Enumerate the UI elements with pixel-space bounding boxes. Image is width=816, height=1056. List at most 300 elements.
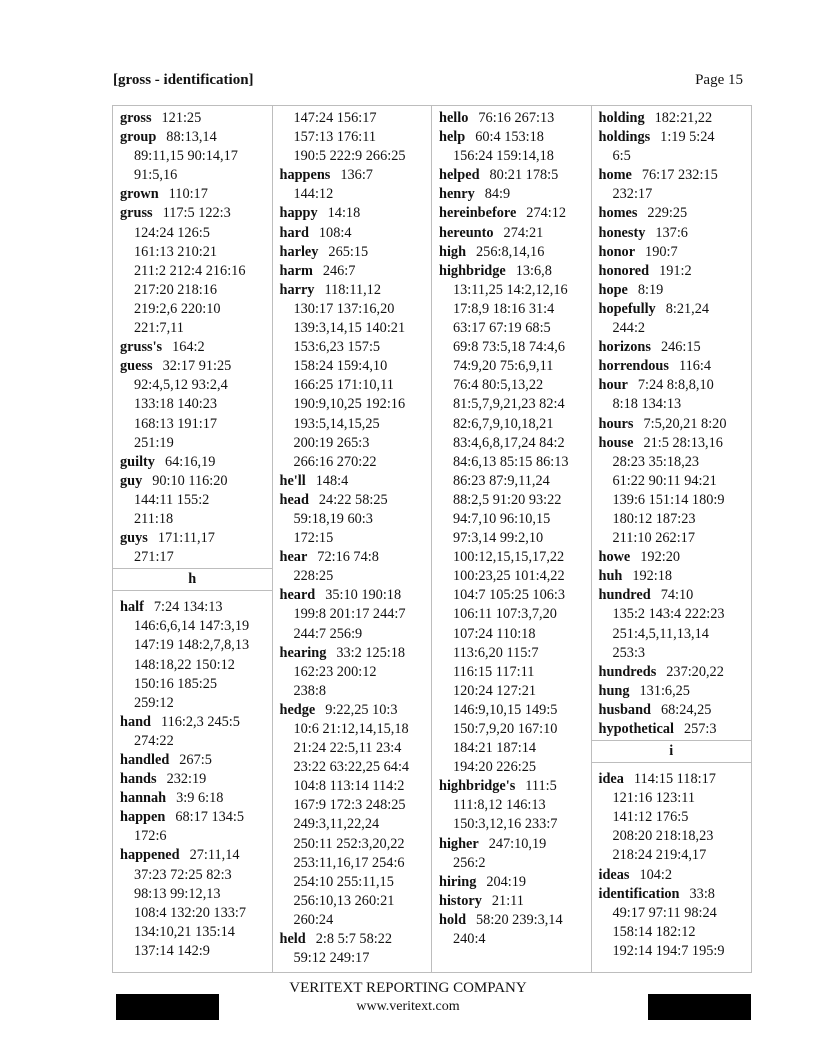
index-entry-continuation (592, 625, 752, 644)
index-entry-continuation (113, 866, 272, 885)
index-refs: 3:9 6:18 (176, 790, 224, 807)
index-entry-continuation (592, 319, 752, 338)
index-entry-continuation (273, 892, 432, 911)
index-refs: 49:17 97:11 98:24 (612, 904, 717, 921)
index-entry (273, 930, 432, 949)
index-entry (592, 357, 752, 376)
index-refs: 76:17 232:15 (641, 167, 718, 184)
index-entry-continuation (432, 739, 591, 758)
index-entry (592, 204, 752, 223)
index-refs: 153:6,23 157:5 (293, 339, 381, 356)
index-refs: 256:10,13 260:21 (293, 892, 395, 909)
index-term: high (439, 243, 467, 260)
index-column (592, 106, 752, 972)
index-refs: 82:6,7,9,10,18,21 (453, 415, 554, 432)
index-refs: 260:24 (293, 911, 334, 928)
index-term: guy (120, 472, 143, 489)
index-refs: 184:21 187:14 (453, 740, 537, 757)
index-term: happen (120, 809, 166, 826)
index-term: hearing (279, 644, 327, 661)
index-entry (592, 548, 752, 567)
index-entry-continuation (113, 510, 272, 529)
index-refs: 10:6 21:12,14,15,18 (293, 721, 409, 737)
index-entry-continuation (273, 529, 432, 548)
index-refs: 147:24 156:17 (293, 110, 377, 126)
index-refs: 14:18 (327, 205, 361, 222)
index-entry (273, 204, 432, 223)
index-refs: 108:4 (318, 224, 352, 241)
index-refs: 117:5 122:3 (162, 205, 231, 222)
footer-company: VERITEXT REPORTING COMPANY (289, 980, 527, 996)
index-refs: 139:6 151:14 180:9 (612, 491, 725, 508)
index-term: hours (598, 415, 634, 432)
index-refs: 116:15 117:11 (453, 663, 535, 680)
index-refs: 24:22 58:25 (318, 491, 388, 508)
index-refs: 146:6,6,14 147:3,19 (134, 618, 250, 635)
index-entry-continuation (273, 185, 432, 204)
section-letter: i (592, 740, 752, 763)
index-term: history (439, 892, 482, 909)
index-refs: 194:20 226:25 (453, 759, 537, 776)
index-term: happened (120, 847, 180, 864)
index-entry (432, 835, 591, 854)
index-entry (592, 866, 752, 885)
index-entry (113, 357, 272, 376)
index-refs: 68:17 134:5 (175, 809, 245, 826)
index-entry (592, 262, 752, 281)
index-entry (592, 682, 752, 701)
index-refs: 193:5,14,15,25 (293, 415, 380, 432)
index-term: howe (598, 549, 631, 566)
index-entry-continuation (432, 644, 591, 663)
index-entry-continuation (113, 281, 272, 300)
index-entry (432, 109, 591, 128)
index-entry-continuation (113, 415, 272, 434)
index-term: head (279, 491, 309, 508)
index-refs: 232:17 (612, 186, 653, 203)
index-term: hereinbefore (439, 205, 517, 222)
index-term: hedge (279, 701, 316, 718)
index-term: harry (279, 281, 315, 298)
index-term: guess (120, 358, 153, 375)
index-term: hold (439, 911, 467, 928)
index-entry-continuation (113, 376, 272, 395)
index-refs: 229:25 (647, 205, 688, 222)
index-term: gruss (120, 205, 153, 222)
index-refs: 69:8 73:5,18 74:4,6 (453, 339, 565, 356)
index-refs: 265:15 (328, 243, 369, 260)
index-entry (273, 586, 432, 605)
index-entry-continuation (273, 949, 432, 968)
index-entry-continuation (273, 147, 432, 166)
index-entry-continuation (432, 796, 591, 815)
index-refs: 208:20 218:18,23 (612, 828, 714, 845)
index-entry (113, 529, 272, 548)
index-refs: 8:18 134:13 (612, 396, 682, 413)
index-entry-continuation (592, 529, 752, 548)
index-entry (113, 338, 272, 357)
index-refs: 162:23 200:12 (293, 663, 377, 680)
index-entry-continuation (273, 873, 432, 892)
index-entry-continuation (592, 453, 752, 472)
index-refs: 33:8 (689, 885, 715, 902)
index-entry-continuation (273, 376, 432, 395)
index-refs: 104:8 113:14 114:2 (293, 778, 405, 795)
index-refs: 80:21 178:5 (489, 167, 559, 184)
index-grid (112, 105, 752, 973)
index-entry-continuation (113, 262, 272, 281)
index-refs: 7:24 134:13 (153, 599, 223, 616)
index-refs: 238:8 (293, 682, 327, 699)
index-refs: 74:10 (660, 587, 694, 604)
index-refs: 100:23,25 101:4,22 (453, 568, 565, 585)
index-entry-continuation (273, 319, 432, 338)
index-refs: 13:6,8 (515, 262, 552, 279)
index-term: hand (120, 713, 152, 730)
index-entry-continuation (273, 815, 432, 834)
index-refs: 111:8,12 146:13 (453, 797, 546, 814)
index-entry-continuation (273, 415, 432, 434)
index-refs: 274:21 (503, 224, 544, 241)
index-refs: 137:14 142:9 (134, 942, 210, 959)
index-term: hannah (120, 790, 167, 807)
index-refs: 88:2,5 91:20 93:22 (453, 491, 562, 508)
index-entry-continuation (592, 491, 752, 510)
index-refs: 219:2,6 220:10 (134, 300, 221, 317)
index-entry-continuation (432, 453, 591, 472)
index-refs: 68:24,25 (660, 701, 712, 718)
index-entry-continuation (592, 185, 752, 204)
index-term: hundred (598, 587, 651, 604)
index-refs: 134:10,21 135:14 (134, 923, 235, 940)
index-entry (592, 376, 752, 395)
index-entry (592, 166, 752, 185)
index-refs: 88:13,14 (166, 129, 217, 146)
index-entry (113, 751, 272, 770)
index-refs: 9:22,25 10:3 (325, 701, 398, 718)
index-entry (432, 224, 591, 243)
index-entry-continuation (432, 472, 591, 491)
index-entry (273, 548, 432, 567)
index-term: gross (120, 110, 152, 126)
index-refs: 121:16 123:11 (612, 790, 695, 807)
index-entry-continuation (113, 491, 272, 510)
index-entry-continuation (592, 605, 752, 624)
index-refs: 141:12 176:5 (612, 809, 689, 826)
index-entry-continuation (592, 904, 752, 923)
index-refs: 158:14 182:12 (612, 923, 696, 940)
index-entry-continuation (273, 854, 432, 873)
index-entry (432, 873, 591, 892)
index-refs: 218:24 219:4,17 (612, 847, 707, 864)
index-refs: 90:10 116:20 (152, 472, 228, 489)
index-entry (592, 300, 752, 319)
index-term: happy (279, 205, 318, 222)
index-entry-continuation (432, 567, 591, 586)
index-entry (113, 128, 272, 147)
index-refs: 246:7 (322, 262, 356, 279)
index-refs: 100:12,15,15,17,22 (453, 549, 565, 566)
index-entry-continuation (592, 789, 752, 808)
footer-website: www.veritext.com (356, 999, 460, 1014)
index-refs: 33:2 125:18 (336, 644, 406, 661)
index-term: honesty (598, 224, 646, 241)
index-refs: 148:4 (315, 472, 349, 489)
index-entry (273, 243, 432, 262)
index-entry (113, 808, 272, 827)
index-entry (592, 701, 752, 720)
index-refs: 251:19 (134, 434, 174, 451)
index-entry (273, 281, 432, 300)
index-entry-continuation (113, 300, 272, 319)
index-entry-continuation (592, 510, 752, 529)
index-refs: 92:4,5,12 93:2,4 (134, 377, 228, 394)
index-entry-continuation (113, 434, 272, 453)
index-entry (113, 453, 272, 472)
index-refs: 254:10 255:11,15 (293, 873, 394, 890)
index-entry-continuation (113, 923, 272, 942)
index-refs: 232:19 (166, 771, 207, 788)
index-refs: 63:17 67:19 68:5 (453, 320, 551, 337)
index-entry (273, 262, 432, 281)
index-refs: 21:24 22:5,11 23:4 (293, 740, 402, 757)
index-term: husband (598, 701, 651, 718)
index-refs: 192:20 (640, 549, 680, 566)
index-refs: 61:22 90:11 94:21 (612, 472, 717, 489)
index-term: he'll (279, 472, 306, 489)
index-entry (113, 598, 272, 617)
index-entry (273, 166, 432, 185)
index-entry-continuation (113, 827, 272, 846)
index-refs: 114:15 118:17 (633, 771, 716, 788)
index-term: honor (598, 243, 636, 260)
index-entry (113, 770, 272, 789)
index-term: henry (439, 186, 475, 203)
index-entry-continuation (113, 732, 272, 751)
index-entry (592, 663, 752, 682)
index-entry-continuation (432, 357, 591, 376)
index-entry-continuation (432, 758, 591, 777)
index-refs: 110:17 (168, 186, 208, 203)
index-entry-continuation (432, 281, 591, 300)
index-refs: 156:24 159:14,18 (453, 148, 554, 165)
index-term: handled (120, 752, 170, 768)
index-entry (113, 789, 272, 808)
index-refs: 8:21,24 (665, 300, 709, 317)
index-refs: 64:16,19 (164, 453, 216, 470)
page-header-range: [gross - identification] (113, 72, 254, 88)
index-refs: 182:21,22 (654, 110, 713, 126)
index-refs: 86:23 87:9,11,24 (453, 472, 550, 489)
index-refs: 136:7 (340, 167, 373, 184)
index-term: honored (598, 262, 650, 279)
index-entry-continuation (273, 434, 432, 453)
index-entry-continuation (113, 243, 272, 262)
index-term: group (120, 129, 157, 146)
index-term: huh (598, 568, 623, 585)
index-term: hope (598, 281, 628, 298)
index-refs: 7:24 8:8,8,10 (637, 377, 714, 394)
index-refs: 199:8 201:17 244:7 (293, 606, 406, 623)
index-term: horizons (598, 339, 651, 356)
index-entry (432, 185, 591, 204)
index-entry-continuation (113, 617, 272, 636)
index-entry (273, 472, 432, 491)
index-entry-continuation (432, 586, 591, 605)
index-column (113, 106, 273, 972)
index-term: hard (279, 224, 309, 241)
index-entry-continuation (113, 694, 272, 713)
index-refs: 116:2,3 245:5 (161, 713, 240, 730)
index-refs: 246:15 (660, 339, 701, 356)
index-refs: 190:7 (645, 243, 678, 260)
index-refs: 2:8 5:7 58:22 (315, 931, 392, 948)
index-entry-continuation (273, 395, 432, 414)
index-refs: 253:11,16,17 254:6 (293, 854, 405, 871)
index-entry-continuation (432, 701, 591, 720)
index-entry (592, 567, 752, 586)
index-refs: 172:6 (134, 828, 167, 845)
index-entry-continuation (273, 338, 432, 357)
index-refs: 94:7,10 96:10,15 (453, 510, 551, 527)
index-entry (592, 415, 752, 434)
index-refs: 37:23 72:25 82:3 (134, 866, 232, 883)
index-entry-continuation (113, 636, 272, 655)
index-refs: 111:5 (525, 778, 557, 795)
index-term: highbridge's (439, 778, 516, 795)
index-refs: 144:12 (293, 186, 334, 203)
index-refs: 147:19 148:2,7,8,13 (134, 637, 250, 654)
index-refs: 256:2 (453, 854, 486, 871)
index-entry-continuation (273, 835, 432, 854)
index-entry (432, 892, 591, 911)
index-refs: 274:22 (134, 732, 174, 749)
index-refs: 17:8,9 18:16 31:4 (453, 300, 555, 317)
index-refs: 150:16 185:25 (134, 675, 218, 692)
index-refs: 266:16 270:22 (293, 453, 377, 470)
index-refs: 244:7 256:9 (293, 625, 363, 642)
index-refs: 157:13 176:11 (293, 129, 376, 146)
index-entry (273, 644, 432, 663)
index-refs: 118:11,12 (324, 281, 381, 298)
index-term: hereunto (439, 224, 494, 241)
index-refs: 150:7,9,20 167:10 (453, 721, 558, 737)
index-entry-continuation (113, 166, 272, 185)
index-refs: 251:4,5,11,13,14 (612, 625, 709, 642)
index-refs: 135:2 143:4 222:23 (612, 606, 725, 623)
index-refs: 146:9,10,15 149:5 (453, 701, 558, 718)
index-entry-continuation (432, 434, 591, 453)
index-entry-continuation (432, 930, 591, 949)
index-refs: 168:13 191:17 (134, 415, 218, 432)
index-refs: 124:24 126:5 (134, 224, 210, 241)
index-refs: 190:9,10,25 192:16 (293, 396, 406, 413)
index-refs: 98:13 99:12,13 (134, 885, 221, 902)
index-refs: 32:17 91:25 (162, 358, 232, 375)
page-number: Page 15 (695, 72, 743, 88)
index-refs: 192:14 194:7 195:9 (612, 942, 725, 959)
index-entry-continuation (113, 675, 272, 694)
index-refs: 192:18 (632, 568, 673, 585)
index-entry-continuation (273, 682, 432, 701)
index-entry (592, 128, 752, 147)
index-term: hello (439, 110, 469, 126)
index-term: hypothetical (598, 721, 674, 737)
index-entry (432, 262, 591, 281)
index-refs: 59:18,19 60:3 (293, 510, 373, 527)
index-entry-continuation (273, 739, 432, 758)
redaction-bar-left (116, 994, 219, 1020)
index-entry (113, 109, 272, 128)
index-refs: 104:7 105:25 106:3 (453, 587, 565, 604)
index-entry-continuation (432, 529, 591, 548)
index-refs: 8:19 (637, 281, 664, 298)
index-entry-continuation (273, 453, 432, 472)
index-entry-continuation (432, 854, 591, 873)
index-refs: 211:10 262:17 (612, 530, 695, 547)
index-entry (592, 243, 752, 262)
index-entry-continuation (592, 942, 752, 961)
index-refs: 148:18,22 150:12 (134, 656, 235, 673)
index-term: home (598, 167, 632, 184)
index-entry-continuation (113, 147, 272, 166)
index-entry-continuation (432, 605, 591, 624)
index-entry (432, 166, 591, 185)
index-refs: 91:5,16 (134, 167, 178, 184)
index-entry-continuation (592, 472, 752, 491)
index-term: gruss's (120, 339, 163, 356)
index-refs: 190:5 222:9 266:25 (293, 148, 406, 165)
index-entry (113, 472, 272, 491)
index-refs: 257:3 (683, 721, 717, 737)
index-entry-continuation (592, 808, 752, 827)
index-refs: 164:2 (172, 339, 205, 356)
index-refs: 35:10 190:18 (325, 587, 402, 604)
index-term: identification (598, 885, 680, 902)
index-refs: 150:3,12,16 233:7 (453, 816, 558, 833)
index-refs: 137:6 (655, 224, 688, 241)
index-term: idea (598, 771, 624, 788)
index-entry-continuation (432, 720, 591, 739)
index-entry (592, 586, 752, 605)
index-column (273, 106, 433, 972)
index-refs: 180:12 187:23 (612, 510, 696, 527)
index-entry-continuation (273, 911, 432, 930)
index-term: ideas (598, 866, 630, 883)
index-entry-continuation (113, 319, 272, 338)
index-refs: 171:11,17 (157, 530, 215, 547)
index-entry (113, 713, 272, 732)
index-refs: 74:9,20 75:6,9,11 (453, 358, 554, 375)
index-refs: 130:17 137:16,20 (293, 300, 395, 317)
index-column (432, 106, 592, 972)
index-term: harley (279, 243, 319, 260)
index-entry-continuation (432, 625, 591, 644)
index-refs: 76:16 267:13 (478, 110, 555, 126)
index-term: hiring (439, 873, 477, 890)
index-entry-continuation (113, 904, 272, 923)
index-term: guys (120, 530, 148, 547)
index-refs: 81:5,7,9,21,23 82:4 (453, 396, 565, 413)
index-refs: 84:6,13 85:15 86:13 (453, 453, 569, 470)
index-entry-continuation (432, 338, 591, 357)
index-entry (113, 185, 272, 204)
index-entry-continuation (273, 796, 432, 815)
index-entry-continuation (592, 846, 752, 865)
index-refs: 167:9 172:3 248:25 (293, 797, 406, 814)
index-entry-continuation (273, 720, 432, 739)
index-refs: 274:12 (526, 205, 567, 222)
